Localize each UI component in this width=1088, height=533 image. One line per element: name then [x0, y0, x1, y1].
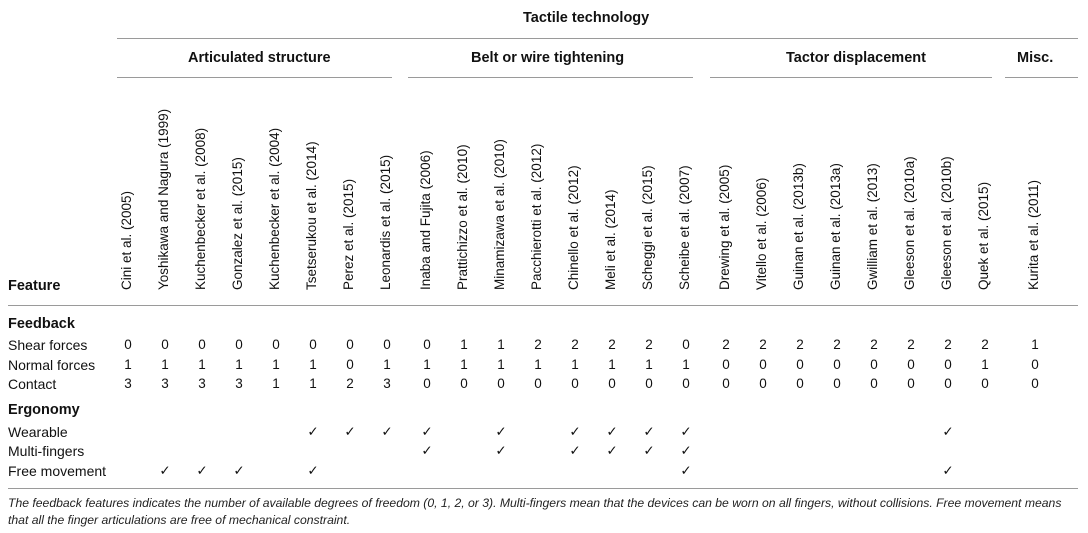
table-cell: 0: [124, 337, 132, 352]
table-cell: 3: [124, 376, 132, 391]
column-header-label: Perez et al. (2015): [341, 178, 356, 290]
column-header-label: Gwilliam et al. (2013): [865, 163, 880, 290]
table-cell: 0: [346, 337, 354, 352]
table-cell: 0: [944, 357, 952, 372]
table-cell: ✓: [643, 424, 655, 439]
table-cell: 2: [608, 337, 616, 352]
row-label: Contact: [8, 376, 57, 392]
table-cell: 0: [423, 337, 431, 352]
category-rule-tactor: [710, 77, 992, 78]
table-cell: ✓: [159, 463, 171, 478]
category-misc: Misc.: [1017, 50, 1054, 66]
table-cell: 0: [423, 376, 431, 391]
table-cell: 0: [383, 337, 391, 352]
table-cell: 1: [423, 357, 431, 372]
table-cell: 1: [460, 337, 468, 352]
table-caption: The feedback features indicates the number of available degrees of freedom (0, 1, 2, or 3). Multi-fingers mean that the devices can be worn on all fingers, without collisions. Free movement means that all the finger articulations are free of mechanical constraint.: [8, 496, 1062, 527]
table-cell: 0: [645, 376, 653, 391]
table-cell: 0: [833, 357, 841, 372]
table-cell: ✓: [680, 424, 692, 439]
caption-rule: [8, 488, 1078, 489]
table-cell: 0: [1031, 357, 1039, 372]
table-cell: 1: [497, 357, 505, 372]
header-bottom-rule: [8, 305, 1078, 306]
table-cell: 3: [235, 376, 243, 391]
column-header-label: Pacchierotti et al. (2012): [529, 143, 544, 290]
table-cell: ✓: [942, 463, 954, 478]
category-rule-misc: [1005, 77, 1078, 78]
table-cell: 1: [645, 357, 653, 372]
table-cell: ✓: [307, 463, 319, 478]
table-cell: 2: [722, 337, 730, 352]
table-cell: 1: [383, 357, 391, 372]
table-cell: ✓: [643, 443, 655, 458]
column-header-label: Leonardis et al. (2015): [378, 154, 393, 290]
table-cell: 0: [796, 376, 804, 391]
table-cell: 0: [198, 337, 206, 352]
table-cell: 2: [645, 337, 653, 352]
table-cell: 1: [460, 357, 468, 372]
column-header-label: Scheggi et al. (2015): [640, 165, 655, 290]
table-cell: 1: [1031, 337, 1039, 352]
column-header-label: Tsetserukou et al. (2014): [304, 141, 319, 290]
table-cell: ✓: [495, 443, 507, 458]
table-cell: 1: [124, 357, 132, 372]
column-header-label: Cini et al. (2005): [119, 190, 134, 290]
table-cell: ✓: [569, 443, 581, 458]
table-cell: ✓: [569, 424, 581, 439]
table-cell: 1: [161, 357, 169, 372]
column-header-label: Inaba and Fujita (2006): [418, 150, 433, 290]
category-rule-articulated: [117, 77, 392, 78]
table-cell: 0: [1031, 376, 1039, 391]
row-label: Shear forces: [8, 337, 88, 353]
table-cell: 3: [198, 376, 206, 391]
table-cell: 1: [198, 357, 206, 372]
column-header-label: Vitello et al. (2006): [754, 177, 769, 290]
table-cell: ✓: [196, 463, 208, 478]
column-header-label: Chinello et al. (2012): [566, 165, 581, 290]
category-rule-belt: [408, 77, 693, 78]
column-header-label: Scheibe et al. (2007): [677, 165, 692, 290]
table-cell: 1: [309, 376, 317, 391]
row-label: Normal forces: [8, 357, 96, 373]
table-cell: 0: [497, 376, 505, 391]
table-cell: 2: [907, 337, 915, 352]
table-cell: 2: [981, 337, 989, 352]
table-cell: 0: [608, 376, 616, 391]
table-cell: ✓: [495, 424, 507, 439]
table-cell: 0: [907, 376, 915, 391]
table-cell: ✓: [381, 424, 393, 439]
table-cell: 0: [571, 376, 579, 391]
table-cell: 0: [722, 376, 730, 391]
column-header-label: Guinan et al. (2013b): [791, 163, 806, 290]
group-title: Tactile technology: [523, 10, 650, 26]
section-title: Ergonomy: [8, 402, 80, 418]
table-cell: 0: [870, 357, 878, 372]
table-cell: 1: [235, 357, 243, 372]
table-cell: 2: [534, 337, 542, 352]
table-cell: 2: [833, 337, 841, 352]
table-cell: 0: [682, 337, 690, 352]
table-cell: 0: [235, 337, 243, 352]
table-cell: ✓: [606, 424, 618, 439]
table-cell: 1: [534, 357, 542, 372]
table-cell: 0: [981, 376, 989, 391]
table-cell: 0: [346, 357, 354, 372]
table-cell: 0: [759, 376, 767, 391]
column-header-label: Kuchenbecker et al. (2008): [193, 127, 208, 290]
column-header-label: Minamizawa et al. (2010): [492, 139, 507, 290]
table-cell: 2: [346, 376, 354, 391]
table-cell: ✓: [942, 424, 954, 439]
table-cell: ✓: [233, 463, 245, 478]
column-header-label: Drewing et al. (2005): [717, 164, 732, 290]
section-title: Feedback: [8, 316, 75, 332]
table-cell: 0: [309, 337, 317, 352]
table-cell: 1: [272, 376, 280, 391]
table-cell: 2: [944, 337, 952, 352]
category-articulated: Articulated structure: [188, 50, 331, 66]
table-cell: 0: [682, 376, 690, 391]
column-header-label: Gonzalez et al. (2015): [230, 157, 245, 290]
table-cell: ✓: [680, 463, 692, 478]
table-cell: 2: [571, 337, 579, 352]
column-header-label: Kuchenbecker et al. (2004): [267, 127, 282, 290]
table-cell: 1: [571, 357, 579, 372]
table-cell: 0: [722, 357, 730, 372]
table-cell: 1: [309, 357, 317, 372]
table-cell: 0: [161, 337, 169, 352]
table-cell: 1: [682, 357, 690, 372]
feature-header: Feature: [8, 278, 61, 294]
column-header-label: Prattichizzo et al. (2010): [455, 144, 470, 290]
table-cell: 2: [870, 337, 878, 352]
column-header-label: Quek et al. (2015): [976, 181, 991, 290]
table-cell: ✓: [307, 424, 319, 439]
group-rule: [117, 38, 1078, 39]
table-cell: 0: [907, 357, 915, 372]
table-cell: ✓: [421, 443, 433, 458]
row-label: Multi-fingers: [8, 443, 85, 459]
table-cell: ✓: [606, 443, 618, 458]
table-cell: 3: [383, 376, 391, 391]
table-cell: 0: [944, 376, 952, 391]
table-cell: 1: [981, 357, 989, 372]
column-header-label: Gleeson et al. (2010a): [902, 156, 917, 290]
table-cell: 1: [497, 337, 505, 352]
table-cell: 2: [759, 337, 767, 352]
column-header-label: Gleeson et al. (2010b): [939, 156, 954, 290]
table-cell: 0: [833, 376, 841, 391]
column-header-label: Guinan et al. (2013a): [828, 163, 843, 290]
column-header-label: Kurita et al. (2011): [1026, 179, 1041, 290]
table-cell: 0: [534, 376, 542, 391]
table-cell: ✓: [344, 424, 356, 439]
table-cell: 0: [759, 357, 767, 372]
table-cell: ✓: [680, 443, 692, 458]
table-cell: 0: [796, 357, 804, 372]
column-header-label: Meli et al. (2014): [603, 189, 618, 290]
row-label: Wearable: [8, 424, 68, 440]
column-header-label: Yoshikawa and Nagura (1999): [156, 108, 171, 290]
table-cell: 2: [796, 337, 804, 352]
table-cell: 3: [161, 376, 169, 391]
row-label: Free movement: [8, 463, 107, 479]
category-belt: Belt or wire tightening: [471, 50, 625, 66]
table-cell: ✓: [421, 424, 433, 439]
category-tactor: Tactor displacement: [786, 50, 926, 66]
table-cell: 1: [608, 357, 616, 372]
table-cell: 1: [272, 357, 280, 372]
table-cell: 0: [870, 376, 878, 391]
table-cell: 0: [460, 376, 468, 391]
table-cell: 0: [272, 337, 280, 352]
